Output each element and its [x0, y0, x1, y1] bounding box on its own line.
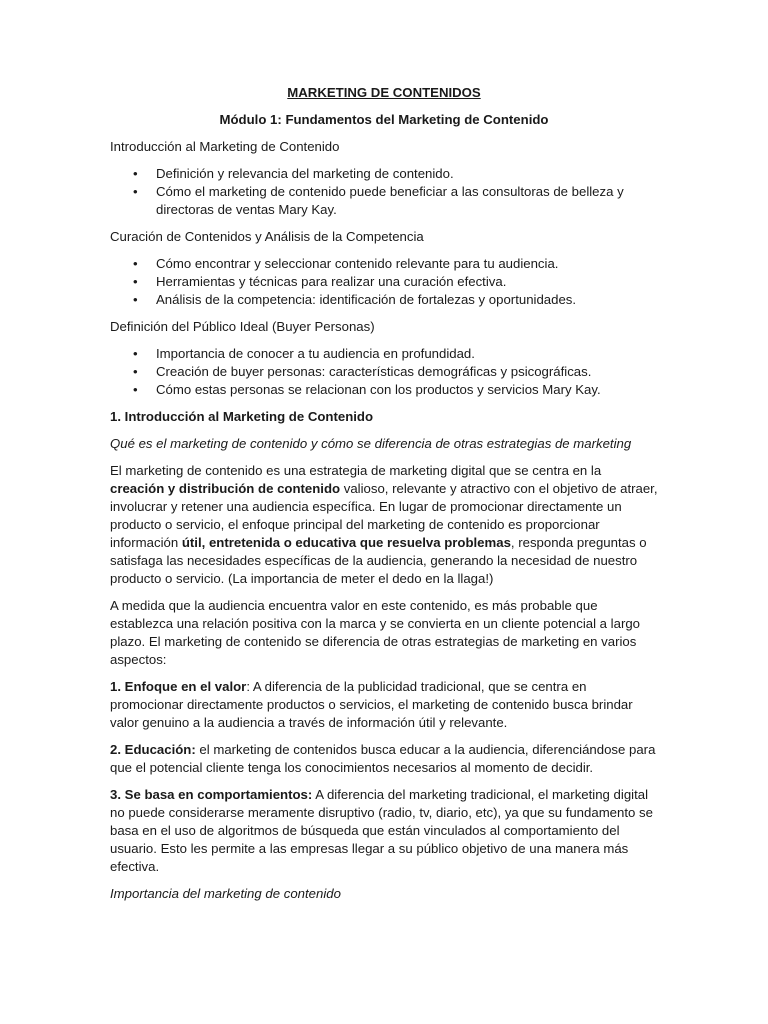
bullet-icon: • — [133, 382, 138, 397]
bullet-icon: • — [133, 184, 138, 199]
list-item — [110, 363, 658, 381]
list-item-text: Importancia de conocer a tu audiencia en profundidad. — [156, 346, 475, 361]
point-text: el marketing de contenidos busca educar a la audiencia, diferenciándose para que el potencial cliente tenga los conocimientos necesarios al momento de decidir. — [110, 742, 656, 775]
emphasis-text: útil, entretenida o educativa que resuelva problemas — [181, 535, 511, 550]
list-item-text: Cómo estas personas se relacionan con los productos y servicios Mary Kay. — [156, 382, 601, 397]
bullet-icon: • — [133, 166, 138, 181]
bullet-list — [110, 165, 658, 219]
list-item-text: Definición y relevancia del marketing de contenido. — [156, 166, 454, 181]
list-item-text: Cómo el marketing de contenido puede beneficiar a las consultoras de belleza y directoras de ventas Mary Kay. — [156, 184, 624, 217]
section-heading: Definición del Público Ideal (Buyer Personas) — [110, 319, 375, 334]
section-heading: Curación de Contenidos y Análisis de la Competencia — [110, 229, 424, 244]
point-paragraph — [110, 741, 658, 777]
point-paragraph — [110, 678, 658, 732]
point-text: : A diferencia de la publicidad tradicional, que se centra en promocionar directamente productos o servicios, el marketing de contenido busca brindar valor genuino a la audiencia a través de información útil y relevante. — [110, 679, 633, 730]
list-item-text: Análisis de la competencia: identificación de fortalezas y oportunidades. — [156, 292, 577, 307]
list-item — [110, 381, 658, 399]
list-item-text: Creación de buyer personas: características demográficas y psicográficas. — [156, 364, 592, 379]
bullet-icon: • — [133, 346, 138, 361]
paragraph-text: , responda preguntas o satisfaga las necesidades específicas de la audiencia, generando la necesidad de nuestro producto o servicio. (La importancia de meter el dedo en la llaga!) — [110, 535, 647, 586]
list-item — [110, 183, 658, 219]
point-text: A diferencia del marketing tradicional, el marketing digital no puede considerarse meramente disruptivo (radio, tv, diario, etc), ya que su fundamento se basa en el uso de algoritmos de búsqueda que están vinculados al comportamiento del usuario. Esto les permite a las empresas llegar a su público objetivo de una manera más efectiva. — [110, 787, 653, 874]
point-paragraph — [110, 786, 658, 876]
bullet-icon: • — [133, 256, 138, 271]
paragraph-text: El marketing de contenido es una estrategia de marketing digital que se centra en la — [110, 463, 602, 478]
emphasis-text: creación y distribución de contenido — [110, 481, 341, 496]
list-item-text: Cómo encontrar y seleccionar contenido relevante para tu audiencia. — [156, 256, 559, 271]
section-heading: Introducción al Marketing de Contenido — [110, 139, 340, 154]
paragraph-text: valioso, relevante y atractivo con el objetivo de atraer, involucrar y retener una audiencia específica. En lugar de promocionar directamente un producto o servicio, el enfoque principal del marketing de contenido es proporcionar información — [110, 481, 658, 550]
document-title: MARKETING DE CONTENIDOS — [287, 85, 481, 100]
point-label: 2. Educación: — [110, 742, 196, 757]
bullet-list — [110, 345, 658, 399]
chapter-heading: 1. Introducción al Marketing de Contenido — [110, 409, 374, 424]
body-paragraph — [110, 462, 658, 588]
body-paragraph: A medida que la audiencia encuentra valor en este contenido, es más probable que establezca una relación positiva con la marca y se convierta en un cliente potencial a largo plazo. El marketing de contenido se diferencia de otras estrategias de marketing en varios aspectos: — [110, 598, 641, 667]
list-item-text: Herramientas y técnicas para realizar una curación efectiva. — [156, 274, 507, 289]
list-item — [110, 345, 658, 363]
bullet-icon: • — [133, 292, 138, 307]
list-item — [110, 255, 658, 273]
point-label: 3. Se basa en comportamientos: — [110, 787, 313, 802]
point-label: 1. Enfoque en el valor — [110, 679, 247, 694]
list-item — [110, 291, 658, 309]
closing-subheading: Importancia del marketing de contenido — [110, 886, 341, 901]
bullet-list — [110, 255, 658, 309]
list-item — [110, 165, 658, 183]
chapter-subheading: Qué es el marketing de contenido y cómo se diferencia de otras estrategias de marketing — [110, 436, 632, 451]
bullet-icon: • — [133, 274, 138, 289]
bullet-icon: • — [133, 364, 138, 379]
module-title: Módulo 1: Fundamentos del Marketing de Contenido — [219, 112, 549, 127]
list-item — [110, 273, 658, 291]
